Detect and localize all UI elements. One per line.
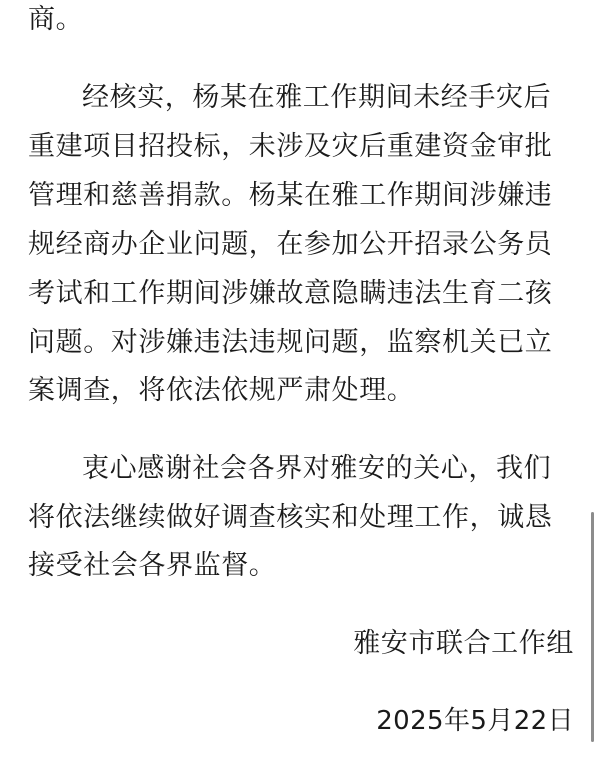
signature: 雅安市联合工作组 xyxy=(353,628,574,659)
text-line: 商。 xyxy=(28,4,84,35)
scrollbar[interactable] xyxy=(591,512,594,742)
text-line: 规经商办企业问题，在参加公开招录公务员 xyxy=(28,229,553,260)
date: 2025年5月22日 xyxy=(376,706,574,736)
text-line: 管理和慈善捐款。杨某在雅工作期间涉嫌违 xyxy=(28,180,553,211)
text-line: 重建项目招投标，未涉及灾后重建资金审批 xyxy=(28,131,553,162)
text-line: 衷心感谢社会各界对雅安的关心，我们 xyxy=(82,453,552,484)
text-line: 案调查，将依法依规严肃处理。 xyxy=(28,375,415,406)
text-line: 考试和工作期间涉嫌故意隐瞒违法生育二孩 xyxy=(28,278,553,309)
text-line: 经核实，杨某在雅工作期间未经手灾后 xyxy=(82,82,552,113)
text-line: 问题。对涉嫌违法违规问题，监察机关已立 xyxy=(28,327,553,358)
text-line: 将依法继续做好调查核实和处理工作，诚恳 xyxy=(28,502,553,533)
text-line: 接受社会各界监督。 xyxy=(28,550,277,581)
